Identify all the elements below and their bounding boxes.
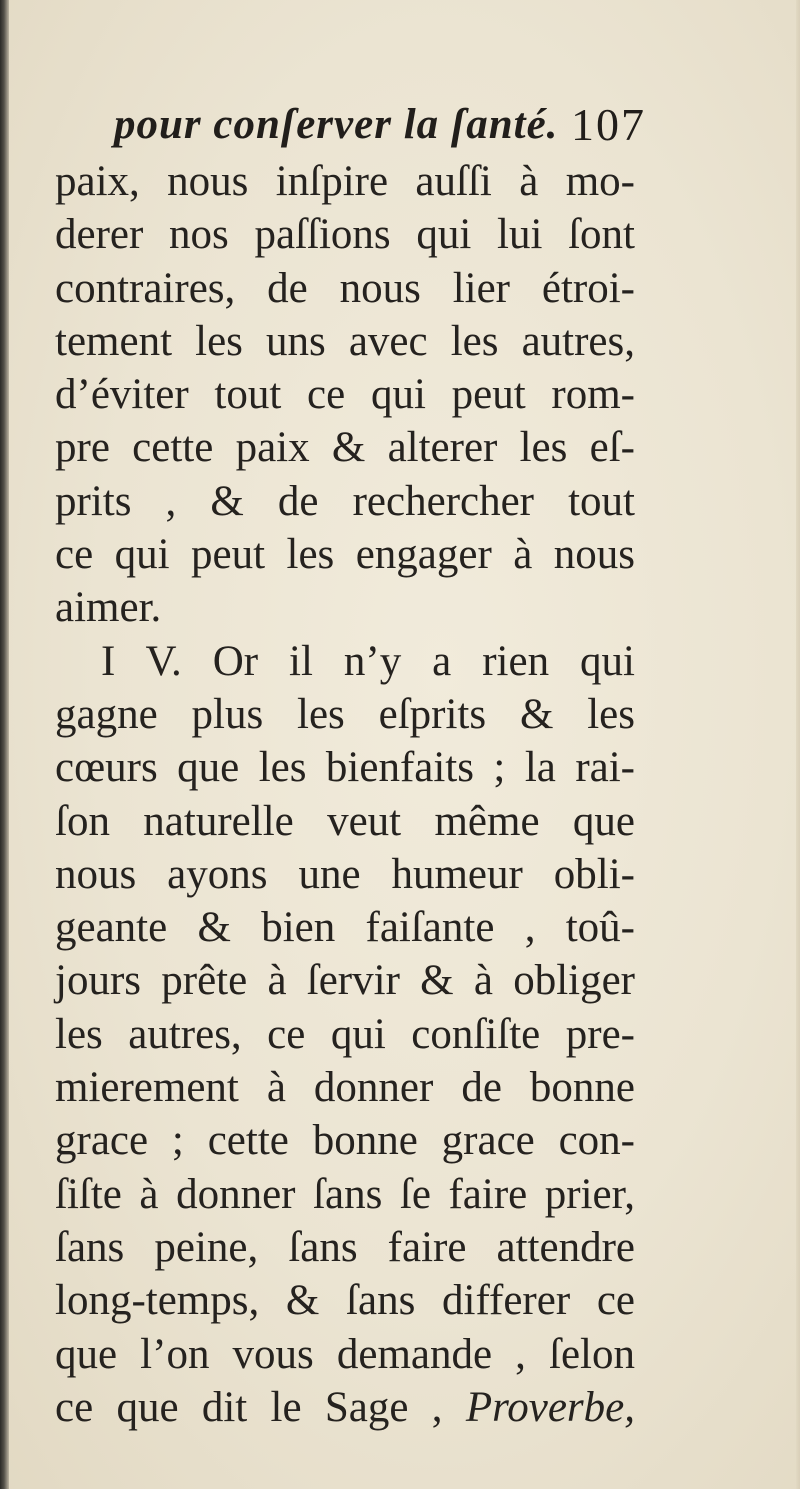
running-head [114,96,646,152]
text-line: prits , & de rechercher tout [55,477,635,525]
page-number: 107 [571,99,646,150]
text-line: ſans peine, ſans faire attendre [55,1223,635,1271]
text-line: tement les uns avec les autres, [55,317,635,365]
text-line: mierement à donner de bonne [55,1064,635,1112]
last-line-text: ce que dit le Sage , [55,1383,466,1431]
section-heading-line: I V. Or il n’y a rien qui [101,637,635,685]
text-line: les autres, ce qui conſiſte pre- [55,1010,635,1058]
text-line: jours prête à ſervir & à obliger [55,957,635,1005]
text-line: paix, nous inſpire auſſi à mo- [55,158,635,205]
text-line: contraires, de nous lier étroi- [55,264,635,312]
page-edge [796,0,800,1489]
text-line: nous ayons une humeur obli- [55,850,635,898]
text-line: pre cette paix & alterer les eſ- [55,424,635,472]
text-line: que l’on vous demande , ſelon [55,1330,635,1378]
catchword: Proverbe, [465,1383,635,1431]
text-line: d’éviter tout ce qui peut rom- [55,371,635,419]
book-spine-shadow [0,0,9,1489]
text-line: gagne plus les eſprits & les [55,690,635,738]
text-line: ce qui peut les engager à nous [55,531,635,579]
body-text [55,155,635,1434]
running-head-title: pour conſerver la ſanté. [114,101,559,148]
text-line: long-temps, & ſans differer ce [55,1277,635,1325]
text-line: derer nos paſſions qui lui ſont [55,211,635,259]
text-line: grace ; cette bonne grace con- [55,1117,635,1165]
text-line: ſiſte à donner ſans ſe faire prier, [55,1170,635,1218]
text-line: geante & bien faiſante , toû- [55,904,635,952]
paragraph-end-line: aimer. [55,584,162,632]
last-text-line [55,1381,635,1434]
text-line: cœurs que les bienfaits ; la rai- [55,744,635,792]
text-line: ſon naturelle veut même que [55,797,635,845]
